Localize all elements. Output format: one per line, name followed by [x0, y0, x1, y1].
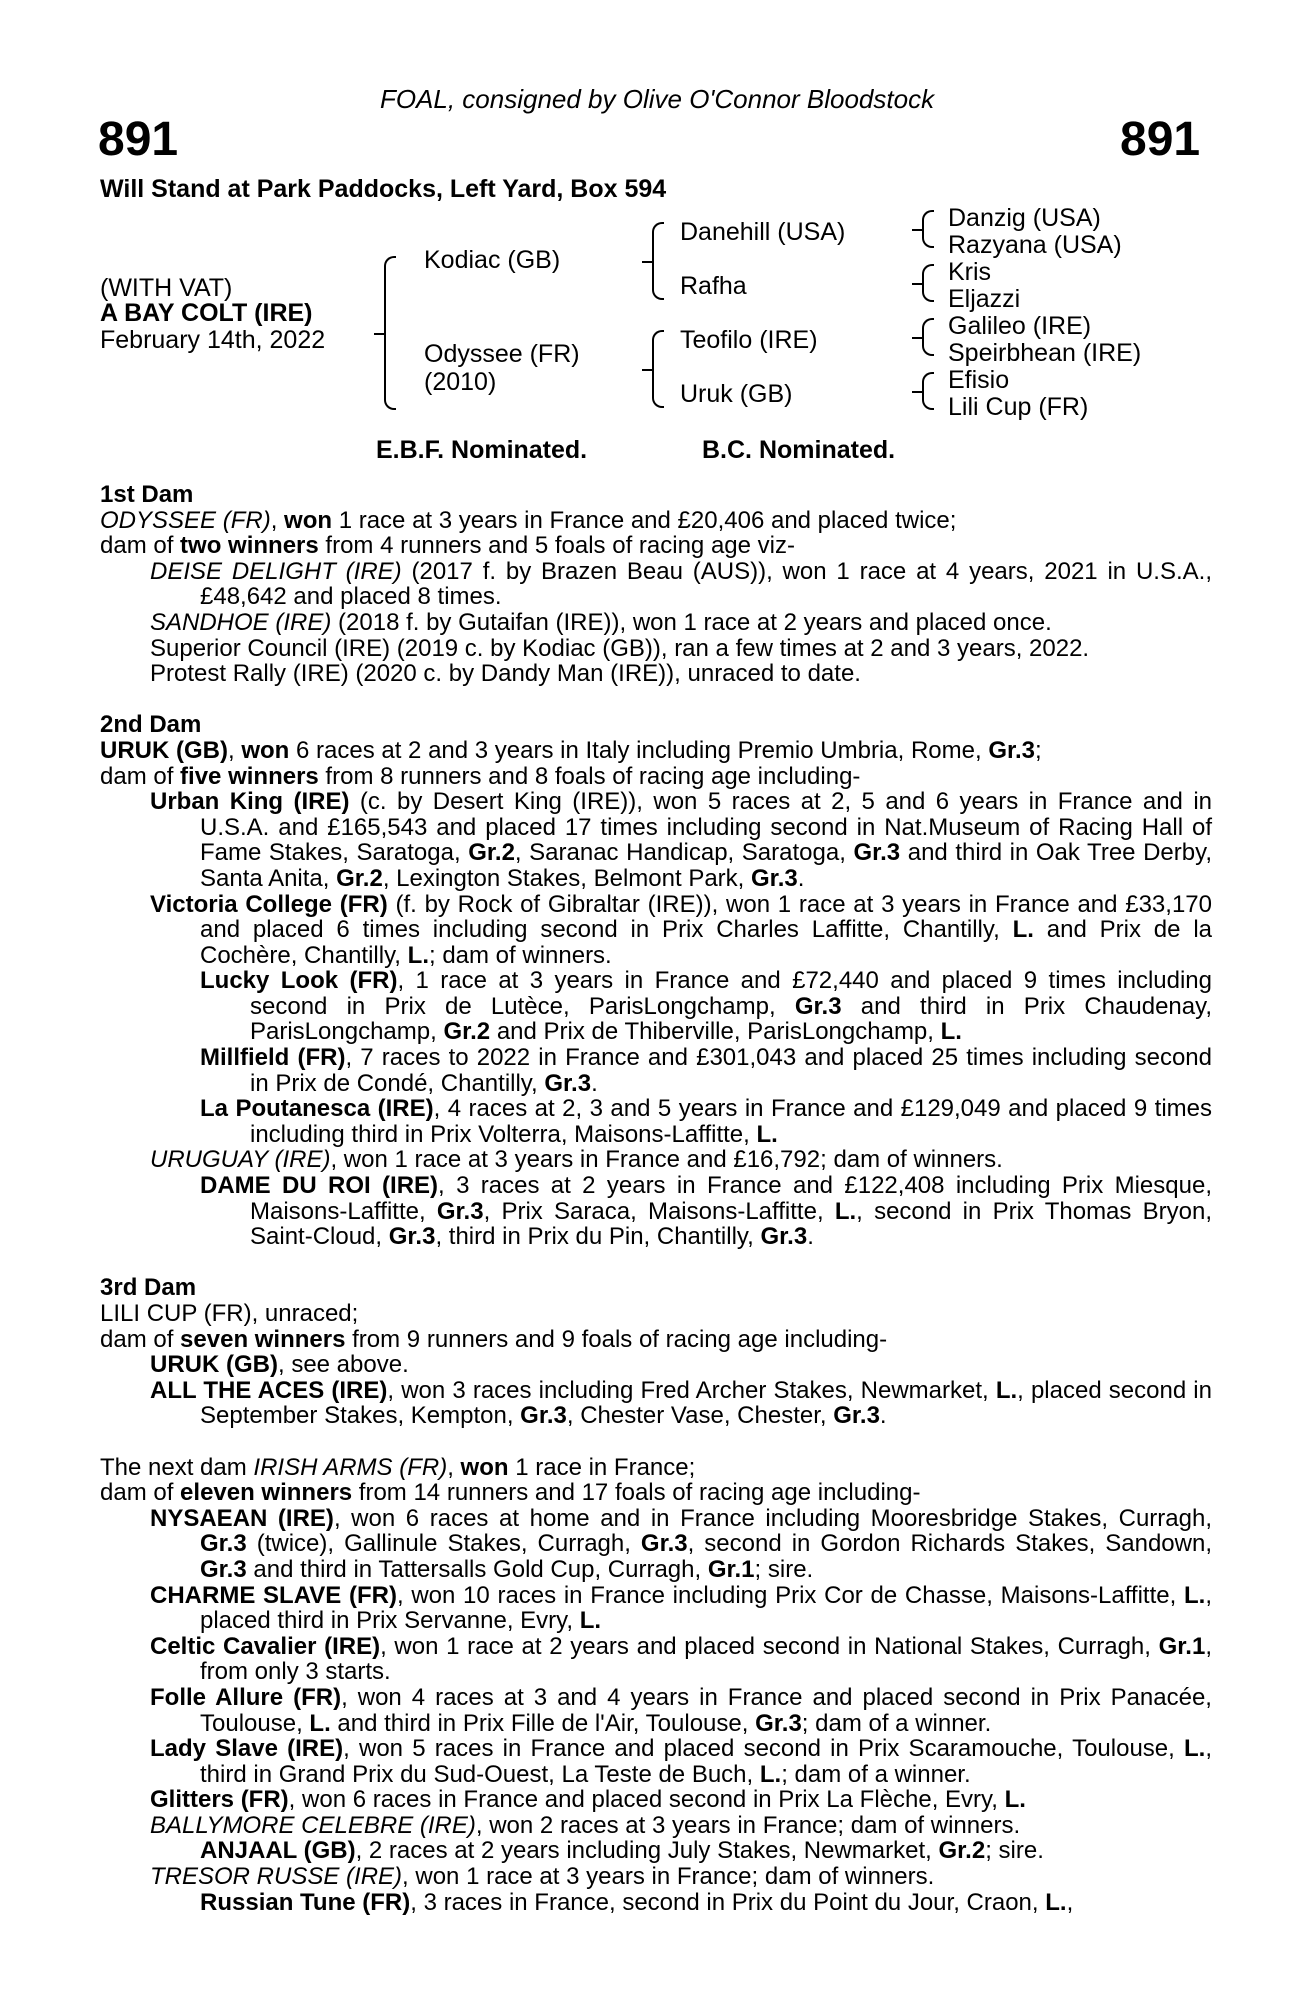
grandparent-6: Speirbhean (IRE) [948, 339, 1142, 367]
grandparent-1: Danzig (USA) [948, 204, 1101, 232]
bold-run: L. [995, 1376, 1018, 1404]
bold-run: won [284, 506, 333, 534]
progeny-entry [100, 1787, 1212, 1813]
dam3-produce [100, 1327, 1212, 1353]
dam-name: Odyssee (FR) [424, 340, 580, 368]
bold-run: L. [1012, 916, 1034, 944]
italic-run: ODYSSEE (FR) [100, 506, 271, 534]
bold-run: Gr.3 [520, 1402, 567, 1430]
section-heading-3rd-dam: 3rd Dam [100, 1274, 197, 1302]
progeny-entry [100, 789, 1212, 891]
progeny-entry [100, 559, 1212, 610]
bold-run: L. [1184, 1581, 1206, 1609]
brace-dam [652, 330, 664, 408]
progeny-entry [100, 1864, 1212, 1890]
dam-year: (2010) [424, 368, 497, 396]
bold-run: won [460, 1453, 509, 1481]
brace-main [384, 256, 396, 410]
progeny-entry [100, 1736, 1212, 1787]
text-run: , won 2 races at 3 years in France; dam of winners. [475, 1811, 1021, 1839]
text-run: , [227, 736, 242, 764]
dam-sire: Teofilo (IRE) [680, 326, 818, 354]
progeny-entry [100, 1352, 1212, 1378]
text-run: , won 10 races in France including Prix Cor de Chasse, Maisons-Laffitte, [396, 1581, 1184, 1609]
progeny-entry [100, 1506, 1212, 1583]
text-run: , won 3 races including Fred Archer Stakes, Newmarket, [387, 1376, 996, 1404]
sire-name: Kodiac (GB) [424, 246, 561, 274]
brace-g3 [922, 318, 934, 356]
bold-run: Gr.3 [388, 1223, 436, 1251]
dam2-summary [100, 738, 1212, 764]
ebf-nomination: E.B.F. Nominated. [376, 436, 588, 464]
text-run: , [447, 1453, 461, 1481]
text-run: , [270, 506, 285, 534]
lot-number-right: 891 [1120, 113, 1201, 166]
sub-progeny-entry [100, 968, 1212, 1045]
bold-run: five winners [180, 762, 319, 790]
bold-run: two winners [180, 532, 319, 560]
bold-run: Gr.3 [760, 1223, 808, 1251]
progeny-entry [100, 1634, 1212, 1685]
text-run: , 2 races at 2 years including July Stakes, Newmarket, [355, 1837, 939, 1865]
bold-run: Gr.2 [938, 1837, 986, 1865]
bold-run: Lady Slave (IRE) [150, 1735, 344, 1763]
text-run: (2017 f. by Brazen Beau (AUS)), won 1 race at 4 years, 2021 in U.S.A., £48,642 and placed 8 times. [200, 557, 1212, 611]
text-run: 1 race at 3 years in France and £20,406 and placed twice; [332, 506, 957, 534]
grandparent-5: Galileo (IRE) [948, 312, 1092, 340]
bold-run: Gr.3 [988, 736, 1036, 764]
text-run: , second in Gordon Richards Stakes, Sandown, [687, 1530, 1212, 1558]
next-dam-summary [100, 1455, 1212, 1481]
text-run: , third in Prix du Pin, Chantilly, [435, 1223, 761, 1251]
bold-run: NYSAEAN (IRE) [150, 1504, 334, 1532]
brace-g2 [922, 264, 934, 302]
text-run: 1 race in France; [508, 1453, 696, 1481]
italic-run: SANDHOE (IRE) [150, 608, 332, 636]
sub-progeny-entry [100, 1045, 1212, 1096]
grandparent-8: Lili Cup (FR) [948, 393, 1089, 421]
bold-run: L. [940, 1018, 962, 1046]
bold-run: Lucky Look (FR) [200, 967, 398, 995]
bold-run: L. [1045, 1888, 1067, 1916]
bold-run: L. [1004, 1786, 1026, 1814]
text-run: ; sire. [985, 1837, 1044, 1865]
text-run: dam of [100, 1325, 181, 1353]
text-run: . [591, 1069, 598, 1097]
text-run: and Prix de la Cochère, Chantilly, [200, 916, 1213, 969]
produce-record [100, 482, 1212, 1915]
bold-run: Gr.1 [707, 1555, 755, 1583]
text-run: and third in Oak Tree Derby, Santa Anita, [200, 839, 1213, 892]
bold-run: Gr.2 [336, 864, 383, 892]
text-run: dam of [100, 532, 181, 560]
bold-run: L. [407, 941, 429, 969]
stand-location: Will Stand at Park Paddocks, Left Yard, Box 594 [100, 175, 667, 203]
bold-run: seven winners [180, 1325, 346, 1353]
grandparent-4: Eljazzi [948, 285, 1021, 313]
text-run: , Saranac Handicap, Saratoga, [514, 839, 854, 867]
sire-sire: Danehill (USA) [680, 218, 846, 246]
text-run: (twice), Gallinule Stakes, Curragh, [246, 1530, 641, 1558]
bold-run: Victoria College (FR) [150, 890, 388, 918]
text-run: ; dam of a winner. [801, 1709, 992, 1737]
text-run: , from only 3 starts. [200, 1632, 1212, 1686]
text-run: . [807, 1223, 814, 1251]
brace-g1 [922, 210, 934, 248]
text-run: (c. by Desert King (IRE)), won 5 races at 2, 5 and 6 years in France and in U.S.A. and £165,543 and placed 17 times including second in Nat.Museum of Racing Hall of Fame Stakes, Saratoga, [200, 788, 1212, 867]
text-run: and third in Tattersalls Gold Cup, Curragh, [246, 1555, 708, 1583]
text-run: , 3 races in France, second in Prix du Point du Jour, Craon, [410, 1888, 1046, 1916]
text-run: , won 6 races at home and in France including Mooresbridge Stakes, Curragh, [333, 1504, 1213, 1532]
consignment-line: FOAL, consigned by Olive O'Connor Bloodstock [379, 84, 935, 114]
bold-run: L. [579, 1607, 602, 1635]
grandparent-7: Efisio [948, 366, 1010, 394]
progeny-entry [100, 1685, 1212, 1736]
dam2-produce [100, 764, 1212, 790]
progeny-entry [100, 1813, 1212, 1839]
section-heading-1st-dam: 1st Dam [100, 481, 194, 508]
text-run: , Lexington Stakes, Belmont Park, [382, 864, 752, 892]
text-run: ; dam of winners. [428, 941, 612, 969]
bold-run: La Poutanesca (IRE) [200, 1095, 434, 1123]
text-run: , 4 races at 2, 3 and 5 years in France and £129,049 and placed 9 times including third in Prix Volterra, Maisons-Laffitte, [250, 1095, 1212, 1148]
text-run: 6 races at 2 and 3 years in Italy including Premio Umbria, Rome, [289, 736, 989, 764]
bold-run: Gr.3 [436, 1197, 484, 1225]
text-run: dam of [100, 762, 181, 790]
text-run: , won 1 race at 2 years and placed second in National Stakes, Curragh, [380, 1632, 1159, 1660]
text-run: and third in Prix Fille de l'Air, Toulouse, [330, 1709, 756, 1737]
sire-dam: Rafha [680, 272, 747, 300]
text-run: from 8 runners and 8 foals of racing age including- [318, 762, 861, 790]
text-run: , won 1 race at 3 years in France; dam of winners. [402, 1863, 935, 1891]
italic-run: URUGUAY (IRE) [150, 1146, 331, 1174]
bold-run: Celtic Cavalier (IRE) [150, 1632, 381, 1660]
bold-run: Gr.3 [751, 864, 798, 892]
progeny-entry [100, 1378, 1212, 1429]
dam3-summary [100, 1301, 1212, 1327]
progeny-entry [100, 661, 1212, 687]
italic-run: TRESOR RUSSE (IRE) [150, 1863, 403, 1891]
bold-run: Gr.3 [544, 1069, 592, 1097]
text-run: , 7 races to 2022 in France and £301,043 and placed 25 times including second in Prix de Condé, Chantilly, [250, 1044, 1212, 1097]
bold-run: Gr.3 [200, 1530, 247, 1558]
dam-dam: Uruk (GB) [680, 380, 793, 408]
bold-run: ANJAAL (GB) [200, 1837, 356, 1865]
grandparent-3: Kris [948, 258, 992, 286]
bold-run: Millfield (FR) [200, 1044, 346, 1072]
text-run: , placed third in Prix Servanne, Evry, [200, 1581, 1212, 1635]
text-run: , won 4 races at 3 and 4 years in France and placed second in Prix Panacée, Toulouse, [200, 1683, 1212, 1737]
bold-run: URUK (GB) [150, 1351, 278, 1379]
section-heading-2nd-dam: 2nd Dam [100, 711, 202, 739]
sub-progeny-entry [100, 1096, 1212, 1147]
text-run: Superior Council (IRE) (2019 c. by Kodiac (GB)), ran a few times at 2 and 3 years, 2022. [150, 634, 1090, 662]
bold-run: Gr.3 [853, 839, 901, 867]
sub-progeny-entry [100, 1890, 1212, 1916]
text-run: , won 6 races in France and placed second in Prix La Flèche, Evry, [288, 1786, 1005, 1814]
grandparent-2: Razyana (USA) [948, 231, 1122, 259]
progeny-entry [100, 1147, 1212, 1173]
text-run: , placed second in September Stakes, Kempton, [200, 1376, 1212, 1430]
text-run: , Chester Vase, Chester, [566, 1402, 834, 1430]
bold-run: Gr.2 [468, 839, 515, 867]
text-run: Protest Rally (IRE) (2020 c. by Dandy Man (IRE)), unraced to date. [150, 660, 861, 688]
text-run: ; dam of a winner. [781, 1760, 971, 1788]
dam1-produce [100, 533, 1212, 559]
text-run: The next dam [100, 1453, 254, 1481]
sub-progeny-entry [100, 1838, 1212, 1864]
text-run: , won 5 races in France and placed second in Prix Scaramouche, Toulouse, [343, 1735, 1184, 1763]
bold-run: eleven winners [180, 1479, 353, 1507]
brace-sire [652, 222, 664, 300]
foaling-date: February 14th, 2022 [100, 326, 326, 354]
text-run: , 1 race at 3 years in France and £72,440 and placed 9 times including second in Prix de Lutèce, ParisLongchamp, [250, 967, 1212, 1020]
text-run: ; sire. [754, 1555, 814, 1583]
text-run: . [797, 864, 805, 892]
vat-label: (WITH VAT) [100, 274, 233, 302]
bold-run: Urban King (IRE) [150, 788, 350, 816]
bold-run: Glitters (FR) [150, 1786, 289, 1814]
text-run: LILI CUP (FR), unraced; [100, 1300, 359, 1327]
progeny-entry [100, 610, 1212, 636]
text-run: from 14 runners and 17 foals of racing age including- [352, 1479, 921, 1507]
text-run: dam of [100, 1479, 181, 1507]
italic-run: BALLYMORE CELEBRE (IRE) [150, 1811, 476, 1839]
text-run: from 4 runners and 5 foals of racing age viz- [318, 532, 795, 560]
text-run: and Prix de Thiberville, ParisLongchamp, [490, 1018, 941, 1046]
bold-run: Gr.3 [794, 992, 842, 1020]
text-run: , Prix Saraca, Maisons-Laffitte, [483, 1197, 835, 1225]
bold-run: Russian Tune (FR) [200, 1888, 411, 1916]
text-run: . [879, 1402, 887, 1430]
text-run: ; [1035, 736, 1042, 764]
bold-run: Gr.3 [833, 1402, 880, 1430]
bc-nomination: B.C. Nominated. [702, 436, 896, 464]
bold-run: Gr.3 [640, 1530, 688, 1558]
brace-g4 [922, 372, 934, 410]
italic-run: DEISE DELIGHT (IRE) [150, 557, 402, 585]
bold-run: L. [834, 1197, 857, 1225]
text-run: , second in Prix Thomas Bryon, Saint-Cloud, [250, 1197, 1212, 1251]
sub-progeny-entry [100, 1173, 1212, 1250]
bold-run: Folle Allure (FR) [150, 1683, 342, 1711]
bold-run: L. [756, 1120, 778, 1148]
bold-run: Gr.2 [443, 1018, 491, 1046]
text-run: (2018 f. by Gutaifan (IRE)), won 1 race at 2 years and placed once. [331, 608, 1052, 636]
bold-run: won [241, 736, 290, 764]
text-run: (f. by Rock of Gibraltar (IRE)), won 1 race at 3 years in France and £33,170 and placed 6 times including second in Prix Charles Laffitte, Chantilly, [200, 890, 1212, 944]
text-run: , won 1 race at 3 years in France and £16,792; dam of winners. [330, 1146, 1003, 1174]
lot-name: A BAY COLT (IRE) [100, 299, 313, 327]
bold-run: CHARME SLAVE (FR) [150, 1581, 397, 1609]
bold-run: Gr.3 [200, 1555, 247, 1583]
text-run: , [1066, 1888, 1074, 1916]
text-run: and third in Prix Chaudenay, ParisLongchamp, [250, 992, 1213, 1046]
progeny-entry [100, 636, 1212, 662]
text-run: , third in Grand Prix du Sud-Ouest, La Teste de Buch, [200, 1735, 1212, 1788]
text-run: , see above. [277, 1351, 409, 1379]
next-dam-produce [100, 1480, 1212, 1506]
lot-number-left: 891 [98, 113, 179, 166]
bold-run: DAME DU ROI (IRE) [200, 1172, 439, 1200]
bold-run: Gr.3 [755, 1709, 802, 1737]
bold-run: L. [759, 1760, 782, 1788]
dam1-summary [100, 508, 1212, 534]
bold-run: ALL THE ACES (IRE) [150, 1376, 388, 1404]
bold-run: URUK (GB) [100, 736, 228, 764]
progeny-entry [100, 892, 1212, 969]
bold-run: L. [1184, 1735, 1206, 1763]
bold-run: L. [309, 1709, 331, 1737]
progeny-entry [100, 1583, 1212, 1634]
bold-run: Gr.1 [1158, 1632, 1206, 1660]
italic-run: IRISH ARMS (FR) [253, 1453, 448, 1481]
text-run: , 3 races at 2 years in France and £122,408 including Prix Miesque, Maisons-Laffitte, [250, 1172, 1212, 1225]
text-run: from 9 runners and 9 foals of racing age including- [345, 1325, 888, 1353]
